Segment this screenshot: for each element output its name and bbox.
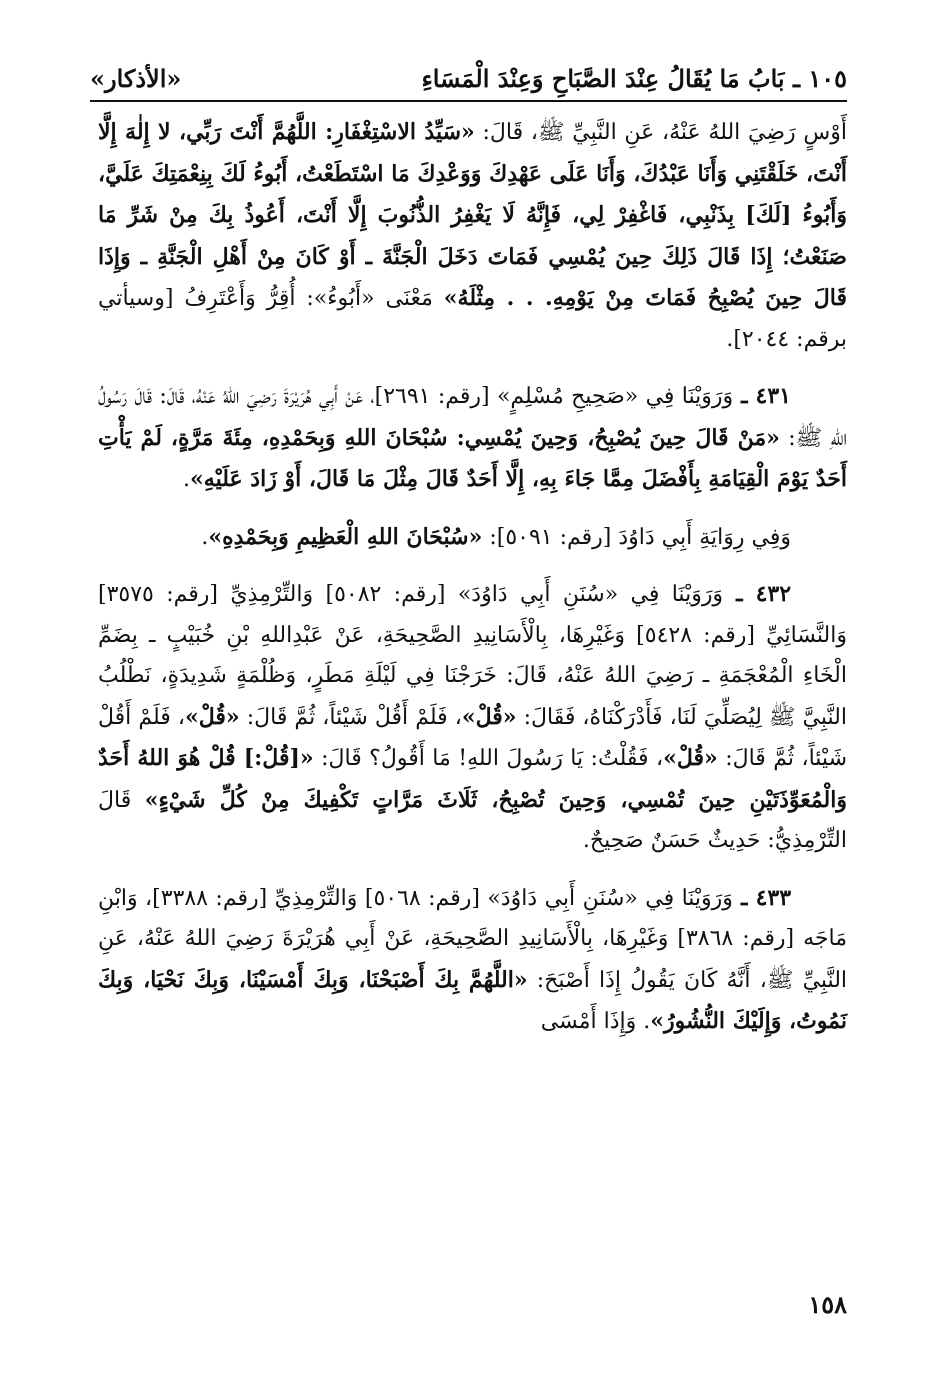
paragraph-hadith-continuation: [98, 112, 847, 360]
text-segment: ، فَلَمْ أَقُلْ شَيْئاً، ثُمَّ قَالَ:: [98, 704, 848, 771]
text-segment: وَرَوَيْنَا فِي «سُنَنِ أَبِي دَاوُدَ» [رقم: ٥٠٦٨] وَالتِّرْمِذِيِّ [رقم: ٣٣٨٨]، وَابْنِ مَاجَه [رقم: ٣٨٦٨] وَغَيْرِهَا، بِالْأَسَانِيدِ الصَّحِيحَةِ، عَنْ أَبِي هُرَيْرَةَ رَضِيَ اللهُ عَنْهُ، عَنِ النَّبِيِّ ﷺ، أَنَّهُ كَانَ يَقُولُ إِذَا أَصْبَحَ:: [98, 885, 848, 993]
text-segment: ، فَقُلْتُ: يَا رَسُولَ اللهِ! مَا أَقُولُ؟ قَالَ:: [313, 746, 664, 771]
paragraph-hadith-433: [98, 878, 847, 1043]
text-segment: وَفِي رِوَايَةِ أَبِي دَاوُدَ [رقم: ٥٠٩١]:: [482, 524, 791, 550]
page-body: [98, 112, 847, 1043]
header-divider: [90, 100, 847, 102]
hadith-number: ٤٣٣ ـ: [732, 884, 792, 911]
running-header: [90, 50, 847, 94]
paragraph-hadith-432: [98, 574, 847, 862]
text-segment: وَرَوَيْنَا فِي «صَحِيحِ مُسْلِمٍ» [رقم: ٢٦٩١]، عَنْ أَبِي هُرَيْرَةَ رَضِيَ اللهُ عَنْهُ، قَالَ: قَالَ رَسُولُ اللهِ ﷺ:: [98, 384, 847, 451]
text-segment: . وَإِذَا أَمْسَى: [540, 1009, 651, 1034]
book-name: «الأذكار»: [90, 64, 182, 93]
paragraph-abu-dawud-variant: [98, 517, 847, 559]
page-number: ١٥٨: [808, 1290, 847, 1319]
text-segment: قَالَ التِّرْمِذِيُّ: حَدِيثٌ حَسَنٌ صَحِيحٌ.: [98, 787, 847, 853]
hadith-number: ٤٣٢ ـ: [723, 581, 792, 607]
text-segment: ، فَلَمْ أَقُلْ شَيْئاً، ثُمَّ قَالَ:: [239, 704, 462, 730]
text-segment: .: [183, 467, 191, 492]
text-segment: وَرَوَيْنَا فِي «سُنَنِ أَبِي دَاوُدَ» [رقم: ٥٠٨٢] وَالتِّرْمِذِيِّ [رقم: ٣٥٧٥] وَالنَّسَائِيِّ [رقم: ٥٤٢٨] وَغَيْرِهَا، بِالْأَسَانِيدِ الصَّحِيحَةِ، عَنْ عَبْدِاللهِ بْنِ خُبَيْبٍ ـ بِضَمِّ الْخَاءِ الْمُعْجَمَةِ ـ رَضِيَ اللهُ عَنْهُ، قَالَ: خَرَجْنَا فِي لَيْلَةِ مَطَرٍ، وَظُلْمَةٍ شَدِيدَةٍ، نَطْلُبُ النَّبِيَّ ﷺ لِيُصَلِّيَ لَنَا، فَأَدْرَكْنَاهُ، فَقَالَ:: [98, 582, 847, 730]
text-segment: مَعْنَى «أَبُوءُ»: أُقِرُّ وَأَعْتَرِفُ [وسيأتي برقم: ٢٠٤٤].: [98, 286, 847, 352]
hadith-quote: «سُبْحَانَ اللهِ الْعَظِيمِ وَبِحَمْدِهِ»: [208, 523, 483, 550]
hadith-quote: «اللَّهُمَّ بِكَ أَصْبَحْنَا، وَبِكَ أَمْسَيْنَا، وَبِكَ نَحْيَا، وَبِكَ نَمُوتُ، وَإِلَيْكَ النُّشُورُ»: [98, 966, 847, 1034]
hadith-quote: «[قُلْ:] قُلْ هُوَ اللهُ أَحَدٌ وَالْمُعَوِّذَتَيْنِ حِينَ تُمْسِي، وَحِينَ تُصْبِحُ، ثَلَاثَ مَرَّاتٍ تَكْفِيكَ مِنْ كُلِّ شَيْءٍ»: [98, 745, 847, 813]
hadith-quote: «قُلْ»: [461, 703, 517, 730]
chapter-title: ١٠٥ ـ بَابُ مَا يُقَالُ عِنْدَ الصَّبَاحِ وَعِنْدَ الْمَسَاءِ: [421, 64, 847, 93]
hadith-quote: «قُلْ»: [663, 745, 718, 771]
hadith-quote: «مَنْ قَالَ حِينَ يُصْبِحُ، وَحِينَ يُمْسِي: سُبْحَانَ اللهِ وَبِحَمْدِهِ، مِئَةَ مَرَّةٍ، لَمْ يَأْتِ أَحَدٌ يَوْمَ الْقِيَامَةِ بِأَفْضَلَ مِمَّا جَاءَ بِهِ، إِلَّا أَحَدٌ قَالَ مِثْلَ مَا قَالَ، أَوْ زَادَ عَلَيْهِ»: [98, 424, 847, 492]
hadith-quote: «قُلْ»: [184, 703, 240, 730]
paragraph-hadith-431: [98, 376, 847, 501]
hadith-number: ٤٣١ ـ: [733, 383, 791, 409]
text-segment: أَوْسٍ رَضِيَ اللهُ عَنْهُ، عَنِ النَّبِيِّ ﷺ، قَالَ:: [474, 120, 847, 145]
text-segment: .: [201, 524, 209, 550]
hadith-quote: «سَيِّدُ الاسْتِغْفَارِ: اللَّهُمَّ أَنْتَ رَبِّي، لا إِلٰهَ إِلَّا أَنْتَ، خَلَقْتَنِي وَأَنَا عَبْدُكَ، وَأَنَا عَلَى عَهْدِكَ وَوَعْدِكَ مَا اسْتَطَعْتُ، أَبُوءُ لَكَ بِنِعْمَتِكَ عَلَيَّ، وَأَبُوءُ [لَكَ] بِذَنْبِي، فَاغْفِرْ لِي، فَإِنَّهُ لَا يَغْفِرُ الذُّنُوبَ إِلَّا أَنْتَ، أَعُوذُ بِكَ مِنْ شَرِّ مَا صَنَعْتُ؛ إِذَا قَالَ ذَلِكَ حِينَ يُمْسِي فَمَاتَ دَخَلَ الْجَنَّةَ ـ أَوْ كَانَ مِنْ أَهْلِ الْجَنَّةِ ـ وَإِذَا قَالَ حِينَ يُصْبِحُ فَمَاتَ مِنْ يَوْمِهِ. . . مِثْلَهُ»: [98, 119, 847, 311]
